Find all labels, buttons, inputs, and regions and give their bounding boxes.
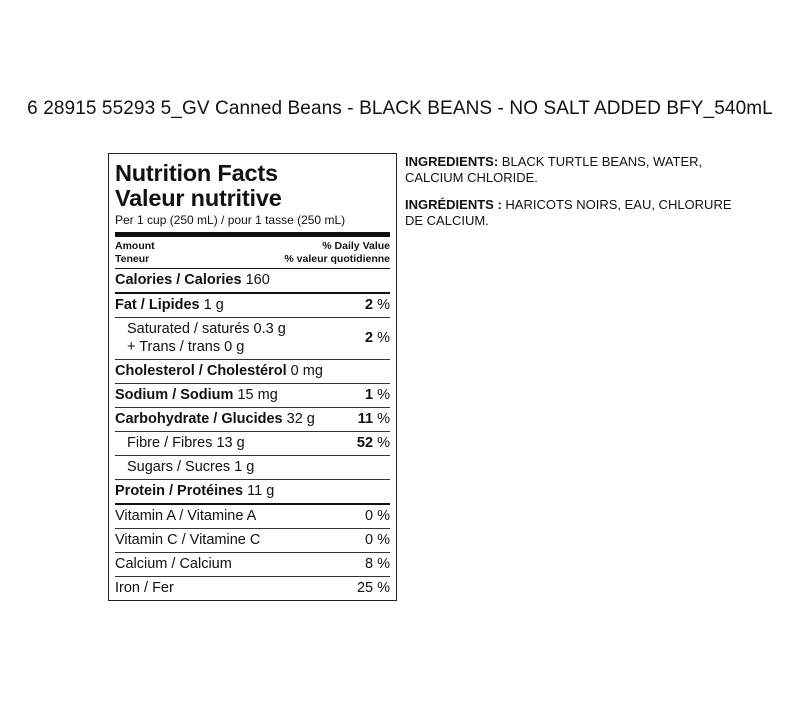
carbohydrate-row	[115, 408, 390, 432]
vitamin-row	[115, 529, 390, 553]
ingredients-fr-text: HARICOTS NOIRS, EAU, CHLORURE DE CALCIUM.	[405, 197, 732, 228]
fat-amount: 1 g	[203, 297, 224, 313]
fibre-row	[115, 432, 390, 456]
fat-dv-sign: %	[377, 297, 390, 313]
saturated-dv: 2	[364, 329, 374, 346]
fat-dv: 2	[364, 297, 374, 313]
fibre-dv-sign: %	[377, 435, 390, 451]
amount-header-en: Amount	[115, 240, 155, 252]
calories-row	[115, 269, 390, 294]
ingredients-fr	[405, 197, 735, 229]
saturated-dv-sign: %	[377, 329, 390, 346]
sodium-amount: 15 mg	[237, 387, 278, 403]
column-headers	[115, 237, 390, 269]
protein-amount: 11 g	[247, 483, 275, 499]
cholesterol-row	[115, 360, 390, 384]
fibre-label: Fibre / Fibres	[127, 435, 213, 451]
fat-label: Fat / Lipides	[115, 297, 200, 313]
serving-size: Per 1 cup (250 mL) / pour 1 tasse (250 mL)	[115, 213, 390, 237]
vitamin-dv: 25 %	[356, 580, 390, 596]
protein-row	[115, 480, 390, 505]
vitamin-row	[115, 553, 390, 577]
nutrition-title-en: Nutrition Facts	[115, 160, 278, 186]
vitamin-dv: 0 %	[365, 532, 390, 548]
carbohydrate-amount: 32 g	[286, 411, 315, 427]
nutrition-facts-table	[108, 153, 397, 601]
fibre-dv: 52	[356, 435, 374, 451]
vitamin-row	[115, 577, 390, 600]
ingredients-en	[405, 154, 735, 186]
vitamin-dv: 0 %	[365, 508, 390, 524]
fat-row	[115, 294, 390, 318]
vitamin-label: Calcium / Calcium	[115, 556, 232, 572]
amount-header-fr: Teneur	[115, 252, 150, 265]
vitamin-label: Vitamin A / Vitamine A	[115, 508, 257, 524]
saturated-trans-row	[115, 318, 390, 360]
cholesterol-label: Cholesterol / Cholestérol	[115, 363, 287, 379]
saturated-amount: 0.3 g	[253, 321, 286, 337]
sodium-dv: 1	[364, 387, 374, 403]
trans-amount: 0 g	[224, 338, 245, 355]
vitamin-label: Iron / Fer	[115, 580, 174, 596]
sugars-label: Sugars / Sucres	[127, 459, 231, 475]
sugars-amount: 1 g	[234, 459, 255, 475]
carbohydrate-dv-sign: %	[377, 411, 390, 427]
carbohydrate-dv: 11	[357, 411, 374, 427]
sodium-dv-sign: %	[377, 387, 390, 403]
ingredients-fr-label: INGRÉDIENTS :	[405, 197, 502, 212]
vitamin-label: Vitamin C / Vitamine C	[115, 532, 261, 548]
saturated-label: Saturated / saturés	[127, 321, 250, 337]
ingredients-en-text: BLACK TURTLE BEANS, WATER, CALCIUM CHLORIDE.	[405, 154, 703, 185]
daily-value-header-en: % Daily Value	[322, 240, 390, 252]
ingredients-panel	[405, 154, 735, 240]
nutrition-title-fr: Valeur nutritive	[115, 185, 282, 211]
product-title: 6 28915 55293 5_GV Canned Beans - BLACK BEANS - NO SALT ADDED BFY_540mL	[27, 98, 773, 119]
daily-value-header-fr: % valeur quotidienne	[284, 252, 390, 265]
cholesterol-amount: 0 mg	[290, 363, 323, 379]
protein-label: Protein / Protéines	[115, 483, 244, 499]
carbohydrate-label: Carbohydrate / Glucides	[115, 411, 283, 427]
ingredients-en-label: INGREDIENTS:	[405, 154, 499, 169]
vitamin-dv: 8 %	[365, 556, 390, 572]
trans-label: + Trans / trans	[127, 338, 221, 355]
sodium-row	[115, 384, 390, 408]
vitamin-row	[115, 505, 390, 529]
sodium-label: Sodium / Sodium	[115, 387, 234, 403]
calories-amount: 160	[245, 272, 270, 288]
calories-label: Calories / Calories	[115, 272, 242, 288]
sugars-row	[115, 456, 390, 480]
fibre-amount: 13 g	[216, 435, 245, 451]
